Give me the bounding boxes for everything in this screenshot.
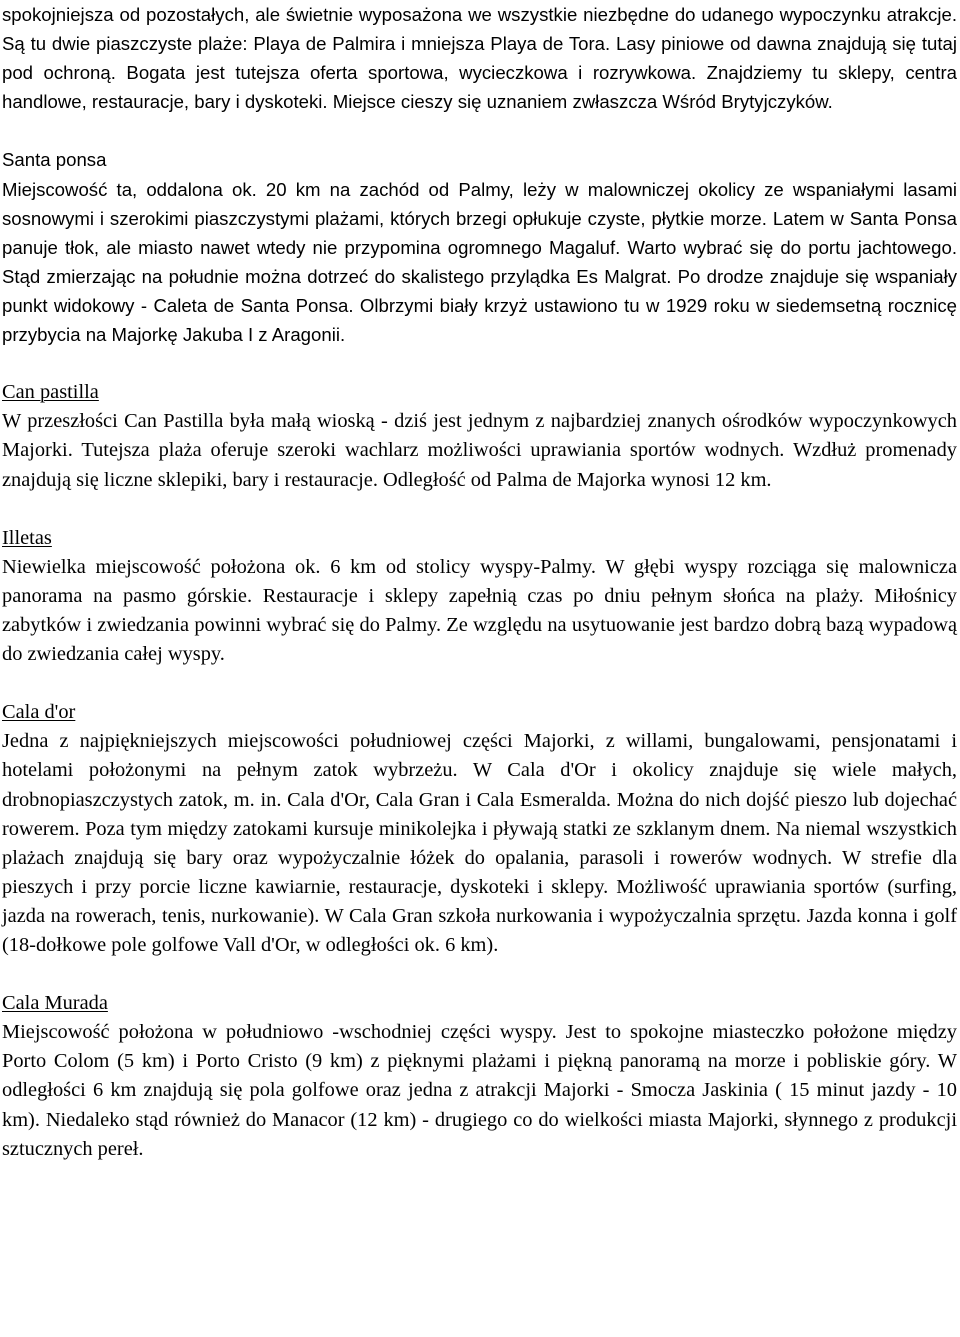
section-heading: Cala d'or [2,701,76,724]
section-cala-dor [2,698,957,960]
intro-paragraph: spokojniejsza od pozostałych, ale świetnie wyposażona we wszystkie niezbędne do udanego wypoczynku atrakcje. Są tu dwie piaszczyste plaże: Playa de Palmira i mniejsza Playa de Tora. Lasy piniowe od dawna znajdują się tutaj pod ochroną. Bogata jest tutejsza oferta sportowa, wycieczkowa i rozrywkowa. Znajdziemy tu sklepy, centra handlowe, restauracje, bary i dyskoteki. Miejsce cieszy się uznaniem zwłaszcza Wśród Brytyjczyków. [2,4,957,113]
section-cala-murada [2,989,957,1164]
section-body: Miejscowość ta, oddalona ok. 20 km na zachód od Palmy, leży w malowniczej okolicy ze wspaniałymi lasami sosnowymi i szerokimi piaszczystymi plażami, których brzegi opłukuje czyste, płytkie morze. Latem w Santa Ponsa panuje tłok, ale miasto nawet wtedy nie przypomina ogromnego Magaluf. Warto wybrać się do portu jachtowego. Stąd zmierzając na południe można dotrzeć do skalistego przylądka Es Malgrat. Po drodze znajduje się wspaniały punkt widokowy - Caleta de Santa Ponsa. Olbrzymi biały krzyż ustawiono tu w 1929 roku w siedemsetną rocznicę przybycia na Majorkę Jakuba I z Aragonii. [2,178,957,346]
section-heading: Can pastilla [2,381,99,404]
section-heading: Cala Murada [2,992,108,1015]
section-body: Miejscowość położona w południowo -wschodniej części wyspy. Jest to spokojne miasteczko położone między Porto Colom (5 km) i Porto Cristo (9 km) z pięknymi plażami i piękną panoramą na morze i pobliskie góry. W odległości 6 km znajdują się pola golfowe oraz jedna z atrakcji Majorki - Smocza Jaskinia ( 15 minut jazdy - 10 km). Niedaleko stąd również do Manacor (12 km) - drugiego co do wielkości miasta Majorki, słynnego z produkcji sztucznych pereł. [2,1021,957,1160]
section-body: W przeszłości Can Pastilla była małą wioską - dziś jest jednym z najbardziej znanych ośrodków wypoczynkowych Majorki. Tutejsza plaża oferuje szeroki wachlarz możliwości uprawiania sportów wodnych. Wzdłuż promenady znajdują się liczne sklepiki, bary i restauracje. Odległość od Palma de Majorka wynosi 12 km. [2,410,957,491]
section-santa-ponsa [2,145,957,349]
section-illetas [2,524,957,669]
section-can-pastilla [2,378,957,494]
section-body: Jedna z najpiękniejszych miejscowości południowej części Majorki, z willami, bungalowami, pensjonatami i hotelami położonymi na pełnym zatok wybrzeżu. W Cala d'Or i okolicy znajduje się wiele małych, drobnopiaszczystych zatok, m. in. Cala d'Or, Cala Gran i Cala Esmeralda. Można do nich dojść pieszo lub dojechać rowerem. Poza tym między zatokami kursuje minikolejka i pływają statki ze szklanym dnem. Na niemal wszystkich plażach znajdują się bary oraz wypożyczalnie łóżek do opalania, parasoli i rowerów wodnych. W strefie dla pieszych i przy porcie liczne kawiarnie, restauracje, dyskoteki i sklepy. Możliwość uprawiania sportów (surfing, jazda na rowerach, tenis, nurkowanie). W Cala Gran szkoła nurkowania i wypożyczalnia sprzętu. Jazda konna i golf (18-dołkowe pole golfowe Vall d'Or, w odległości ok. 6 km). [2,730,957,956]
section-heading: Illetas [2,526,52,549]
section-heading: Santa ponsa [2,149,107,171]
section-body: Niewielka miejscowość położona ok. 6 km od stolicy wyspy-Palmy. W głębi wyspy rozciąga się malownicza panorama na pasmo górskie. Restauracje i sklepy zapełnią czas po dniu pełnym słońca na plaży. Miłośnicy zabytków i zwiedzania powinni wybrać się do Palmy. Ze względu na usytuowanie jest bardzo dobrą bazą wypadową do zwiedzania całej wyspy. [2,555,957,666]
